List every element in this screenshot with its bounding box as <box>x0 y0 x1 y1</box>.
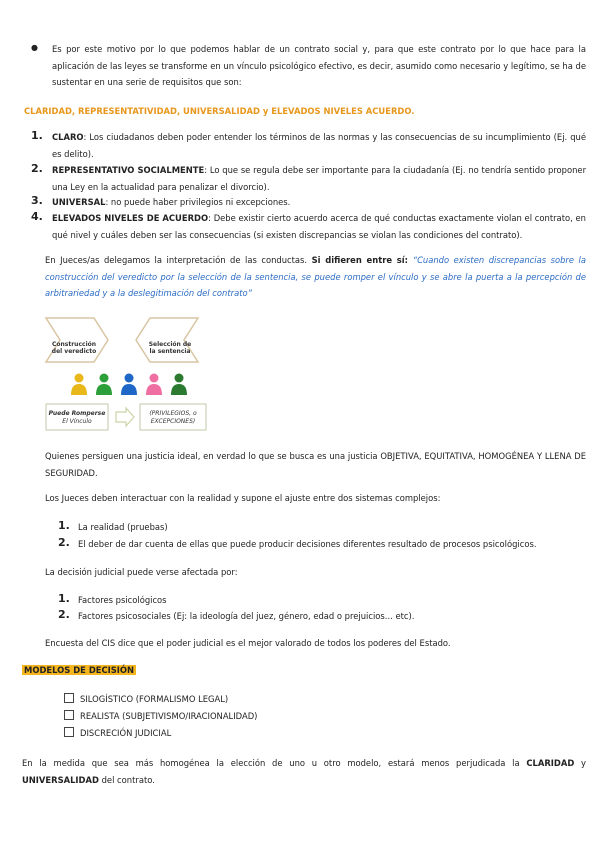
list-number: 2. <box>31 162 43 175</box>
list-item: ELEVADOS NIVELES DE ACUERDO: Debe existir cierto acuerdo acerca de qué conductas exactamente violan el contrato, en qué nivel y cuáles deben ser las consecuencias (si existen discrepancias se violan las condiciones del contrato). <box>52 213 586 240</box>
arrow-right-icon <box>116 408 134 426</box>
list-number: 4. <box>31 210 43 223</box>
right-label-1: Selección de <box>148 341 192 348</box>
list-number: 1. <box>58 592 70 605</box>
diagram <box>42 314 212 434</box>
right-label-2: la sentencia <box>149 348 191 355</box>
checkbox-icon <box>64 693 74 703</box>
list-item: Factores psicológicos <box>78 595 167 605</box>
heading-modelos: MODELOS DE DECISIÓN <box>24 665 135 675</box>
encuesta-paragraph: Encuesta del CIS dice que el poder judicial es el mejor valorado de todos los poderes del Estado. <box>45 638 451 648</box>
checkbox-icon <box>64 710 74 720</box>
list-number: 1. <box>58 519 70 532</box>
right-arrow-shape <box>136 318 198 362</box>
person-icon <box>71 374 87 396</box>
person-icon <box>146 374 162 396</box>
heading-requisitos: CLARIDAD, REPRESENTATIVIDAD, UNIVERSALIDAD y ELEVADOS NIVELES ACUERDO. <box>24 106 415 116</box>
svg-text:(PRIVILEGIOS, o: (PRIVILEGIOS, o <box>149 410 197 417</box>
checklist-item: SILOGÍSTICO (FORMALISMO LEGAL) <box>64 691 228 708</box>
svg-text:El Vínculo: El Vínculo <box>62 418 92 425</box>
left-label-2: del veredicto <box>51 348 97 355</box>
checklist-item: DISCRECIÓN JUDICIAL <box>64 725 171 742</box>
list-item: El deber de dar cuenta de ellas que puede producir decisiones diferentes resultado de procesos psicológicos. <box>78 539 537 549</box>
person-icon <box>171 374 187 396</box>
box-left-frame <box>46 404 108 430</box>
bullet-icon: ● <box>31 43 38 52</box>
svg-text:Puede Romperse: Puede Romperse <box>48 410 106 417</box>
intro-paragraph: Es por este motivo por lo que podemos hablar de un contrato social y, para que este contrato por lo que hace para la aplicación de las leyes se transforme en un vínculo psicológico efectivo, es decir, asumido como necesario y legítimo, se ha de sustentar en una serie de requisitos que son: <box>52 44 586 87</box>
left-arrow-shape <box>46 318 108 362</box>
person-icon <box>121 374 137 396</box>
list-item: CLARO: Los ciudadanos deben poder entender los términos de las normas y las consecuencias de su incumplimiento (Ej. qué es delito). <box>52 132 586 159</box>
person-icon <box>96 374 112 396</box>
left-label-1: Construcción <box>51 341 97 348</box>
list-item: La realidad (pruebas) <box>78 522 168 532</box>
box-right-frame <box>140 404 206 430</box>
list-number: 1. <box>31 129 43 142</box>
afectada-paragraph: La decisión judicial puede verse afectada por: <box>45 567 238 577</box>
checkbox-icon <box>64 727 74 737</box>
list-item: REPRESENTATIVO SOCIALMENTE: Lo que se regula debe ser importante para la ciudadanía (Ej. no tendría sentido proponer una Ley en la actualidad para penalizar el divorcio). <box>52 165 587 192</box>
list-number: 3. <box>31 194 43 207</box>
list-number: 2. <box>58 536 70 549</box>
justicia-paragraph: Quienes persiguen una justicia ideal, en verdad lo que se busca es una justicia OBJETIVA, EQUITATIVA, HOMOGÉNEA Y LLENA DE SEGURIDAD. <box>45 451 586 478</box>
list-item: UNIVERSAL: no puede haber privilegios ni excepciones. <box>52 197 291 207</box>
interactuar-paragraph: Los Jueces deben interactuar con la realidad y supone el ajuste entre dos sistemas complejos: <box>45 493 441 503</box>
checklist-item: REALISTA (SUBJETIVISMO/IRACIONALIDAD) <box>64 708 257 725</box>
jueces-paragraph: En Jueces/as delegamos la interpretación de las conductas. Si difieren entre sí: “Cuando existen discrepancias sobre la construcción del veredicto por la selección de la sentencia, se puede romper el vínculo y se abre la puerta a la percepción de arbitrariedad y a la deslegitimación del contrato” <box>45 255 586 298</box>
svg-text:EXCEPCIONES): EXCEPCIONES) <box>150 418 196 425</box>
final-paragraph: En la medida que sea más homogénea la elección de uno u otro modelo, estará menos perjudicada la CLARIDAD y UNIVERSALIDAD del contrato. <box>22 758 586 785</box>
list-number: 2. <box>58 608 70 621</box>
list-item: Factores psicosociales (Ej: la ideología del juez, género, edad o prejuicios... etc). <box>78 611 415 621</box>
